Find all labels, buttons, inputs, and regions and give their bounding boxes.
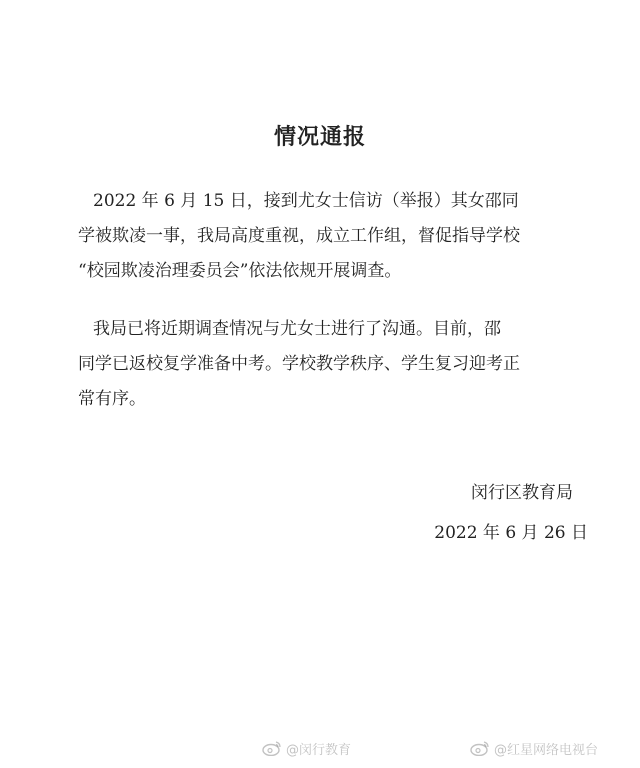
paragraph-line: 2022 年 6 月 15 日，接到尤女士信访（举报）其女邵同 [93,191,519,211]
watermark-text: @红星网络电视台 [494,742,599,758]
weibo-icon [262,740,282,756]
paragraph-line: 同学已返校复学准备中考。学校教学秩序、学生复习迎考正 [78,354,520,374]
signature-organization: 闵行区教育局 [471,483,573,503]
paragraph-line: 常有序。 [78,389,146,409]
paragraph-1 [78,184,598,289]
paragraph-line: 学被欺凌一事，我局高度重视，成立工作组，督促指导学校 [78,226,520,246]
weibo-icon [470,740,490,756]
paragraph-2 [78,312,598,417]
paragraph-line: “校园欺凌治理委员会”依法依规开展调查。 [78,261,402,281]
paragraph-line: 我局已将近期调查情况与尤女士进行了沟通。目前，邵 [93,319,501,339]
watermark-text: @闵行教育 [286,742,352,758]
signature-date: 2022 年 6 月 26 日 [434,523,588,543]
document-title: 情况通报 [273,125,366,150]
watermark-minhang-education [262,736,351,760]
watermark-hongxing-tv [470,736,598,760]
